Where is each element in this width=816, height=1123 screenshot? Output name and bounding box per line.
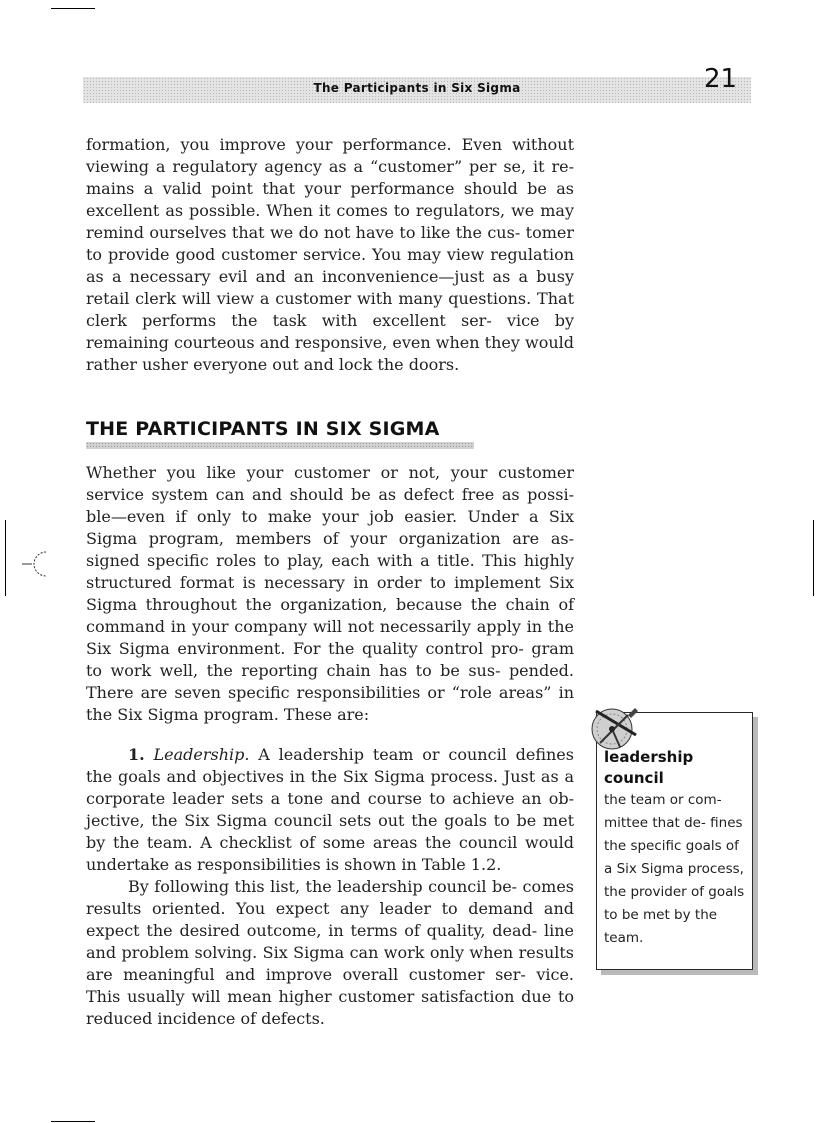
crop-mark-top-left [51,8,95,9]
list-item-text: A leadership team or council defines the goals and objectives in the Six Sigma process. Just as a corporate leader sets a tone and course to achieve an ob- jective, the Six Sigma council sets out the goals to be met by the team. A checklist of some areas the council would undertake as responsibilities is shown in Table 1.2. [86,745,574,874]
page-number: 21 [704,64,738,94]
sidebar-definition: the team or com- mittee that de- fines the specific goals of a Six Sigma process, the provider of goals to be met by the team. [604,792,745,946]
list-item-leadership [86,744,574,876]
crop-mark-right [813,520,814,596]
sidebar-term: leadership council [604,748,694,787]
list-item-term: Leadership. [153,745,250,764]
paragraph-1: formation, you improve your performance. Even without viewing a regulatory agency as a “customer” per se, it re- mains a valid point that your performance should be as excellent as possible. When it comes to regulators, we may remind ourselves that we do not have to like the cus- tomer to provide good customer service. You may view regulation as a necessary evil and an inconvenience—just as a busy retail clerk will view a customer with many questions. That clerk performs the task with excellent ser- vice by remaining courteous and responsive, even when they would rather usher everyone out and lock the doors. [86,135,574,374]
section-heading: THE PARTICIPANTS IN SIX SIGMA [86,418,440,440]
crop-mark-bottom-left [51,1121,95,1122]
registration-mark-icon [22,548,52,578]
paragraph-2: Whether you like your customer or not, your customer service system can and should be as defect free as possi- ble—even if only to make your job easier. Under a Six Sigma program, members of your organization are as- signed specific roles to play, each with a title. This highly structured format is necessary in order to implement Six Sigma throughout the organization, because the chain of command in your company will not necessarily apply in the Six Sigma environment. For the quality control pro- gram to work well, the reporting chain has to be sus- pended. There are seven specific responsibilities or “role areas” in the Six Sigma program. These are: [86,463,574,724]
crop-mark-left [5,520,6,596]
heading-rule [86,442,474,449]
compass-ruler-icon [590,703,642,751]
list-item-number: 1. [128,745,145,764]
paragraph-4: By following this list, the leadership council be- comes results oriented. You expect any leader to demand and expect the desired outcome, in terms of quality, dead- line and problem solving. Six Sigma can work only when results are meaningful and improve overall customer ser- vice. This usually will mean higher customer satisfaction due to reduced incidence of defects. [86,877,574,1028]
running-title: The Participants in Six Sigma [313,81,521,95]
